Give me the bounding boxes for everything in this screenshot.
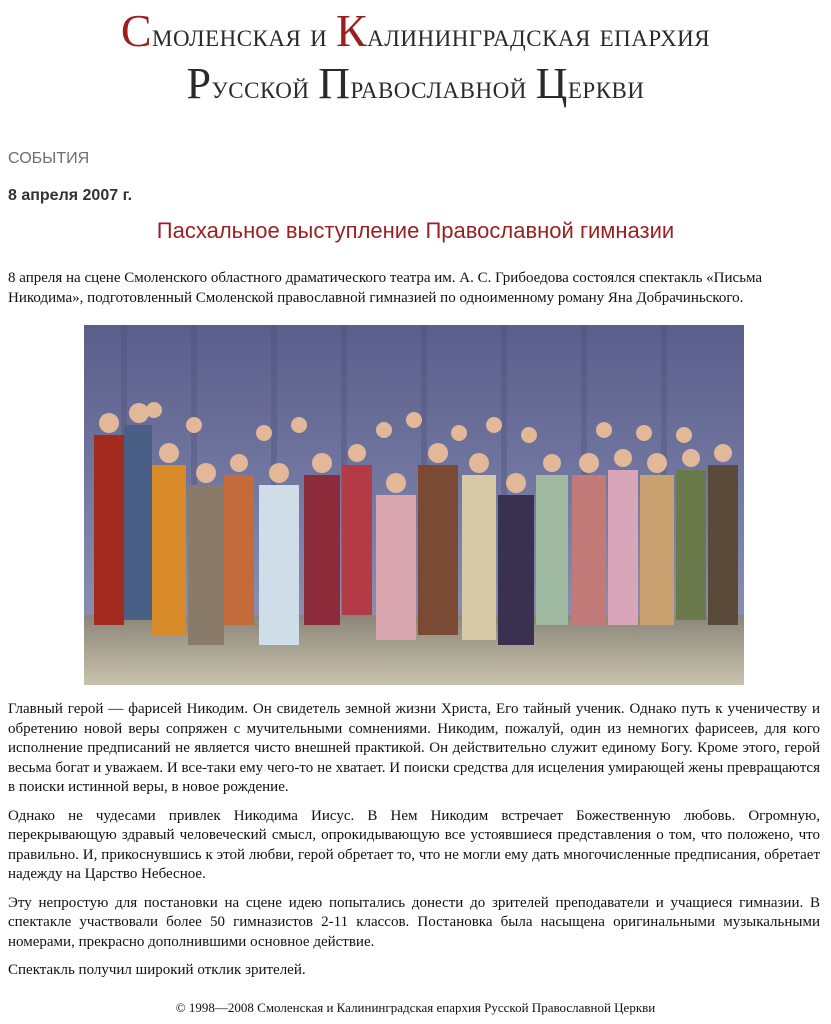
masthead-initial-s: С: [120, 5, 153, 56]
masthead-initial-r: Р: [186, 59, 212, 108]
masthead-line-2: [0, 59, 831, 108]
masthead-initial-k: К: [335, 5, 368, 56]
article-paragraph: Спектакль получил широкий отклик зрителей.: [8, 962, 306, 978]
masthead-text-2b: равославной: [350, 70, 536, 106]
section-label: СОБЫТИЯ: [8, 150, 90, 167]
site-masthead: [0, 4, 831, 106]
masthead-line-1: [0, 5, 831, 56]
cast-photo: [84, 325, 744, 685]
article-title: Пасхальное выступление Православной гимназии: [156, 218, 675, 243]
masthead-initial-ts: Ц: [535, 59, 568, 108]
article-paragraph: Однако не чудесами привлек Никодима Иисус. В Нем Никодим встречает Божественную любовь. Огромную, перекрывающую здравый человеческий смысл, опрокидывающую все устоявшиеся представления о том, что положено, что правильно. И, прикоснувшись к этой любви, герой обретает то, что не могли ему дать многочисленные предписания, обретает надежду на Царство Небесное.: [8, 807, 820, 882]
masthead-text-1a: моленская и: [152, 18, 336, 54]
article-paragraph: Главный герой — фарисей Никодим. Он свидетель земной жизни Христа, Его тайный ученик. Однако путь к ученичеству и обретению новой веры сопряжен с мучительными сомнениями. Никодим, пожалуй, один из немногих фарисеев, для кого исполнение предписаний не является чисто внешней практикой. Он действительно служит единому Богу. Кроме этого, герой весьма богат и уважаем. И все-таки ему чего-то не хватает. И поиски средства для исцеления умирающей жены превращаются в поиски истинной веры, в новое рождение.: [8, 701, 820, 795]
masthead-text-2a: усской: [211, 70, 319, 106]
masthead-text-2c: еркви: [567, 70, 645, 106]
copyright-footer: © 1998—2008 Смоленская и Калининградская епархия Русской Православной Церкви: [175, 1000, 656, 1015]
article-body: [8, 700, 820, 990]
article-paragraph: Эту непростую для постановки на сцене идею попытались донести до зрителей преподаватели и учащиеся гимназии. В спектакле участвовали более 50 гимназистов 2-11 классов. Постановка была насыщена оригинальными музыкальными номерами, прекрасно дополнившими основное действие.: [8, 894, 820, 950]
article-intro: 8 апреля на сцене Смоленского областного драматического театра им. А. С. Грибоедова состоялся спектакль «Письма Никодима», подготовленный Смоленской православной гимназией по одноименному роману Яна Добрачиньского.: [8, 270, 763, 306]
article-date: 8 апреля 2007 г.: [8, 187, 133, 204]
masthead-text-1b: алининградская епархия: [367, 18, 711, 54]
masthead-initial-p: П: [318, 59, 351, 108]
cast-photo-illustration: [84, 325, 744, 685]
